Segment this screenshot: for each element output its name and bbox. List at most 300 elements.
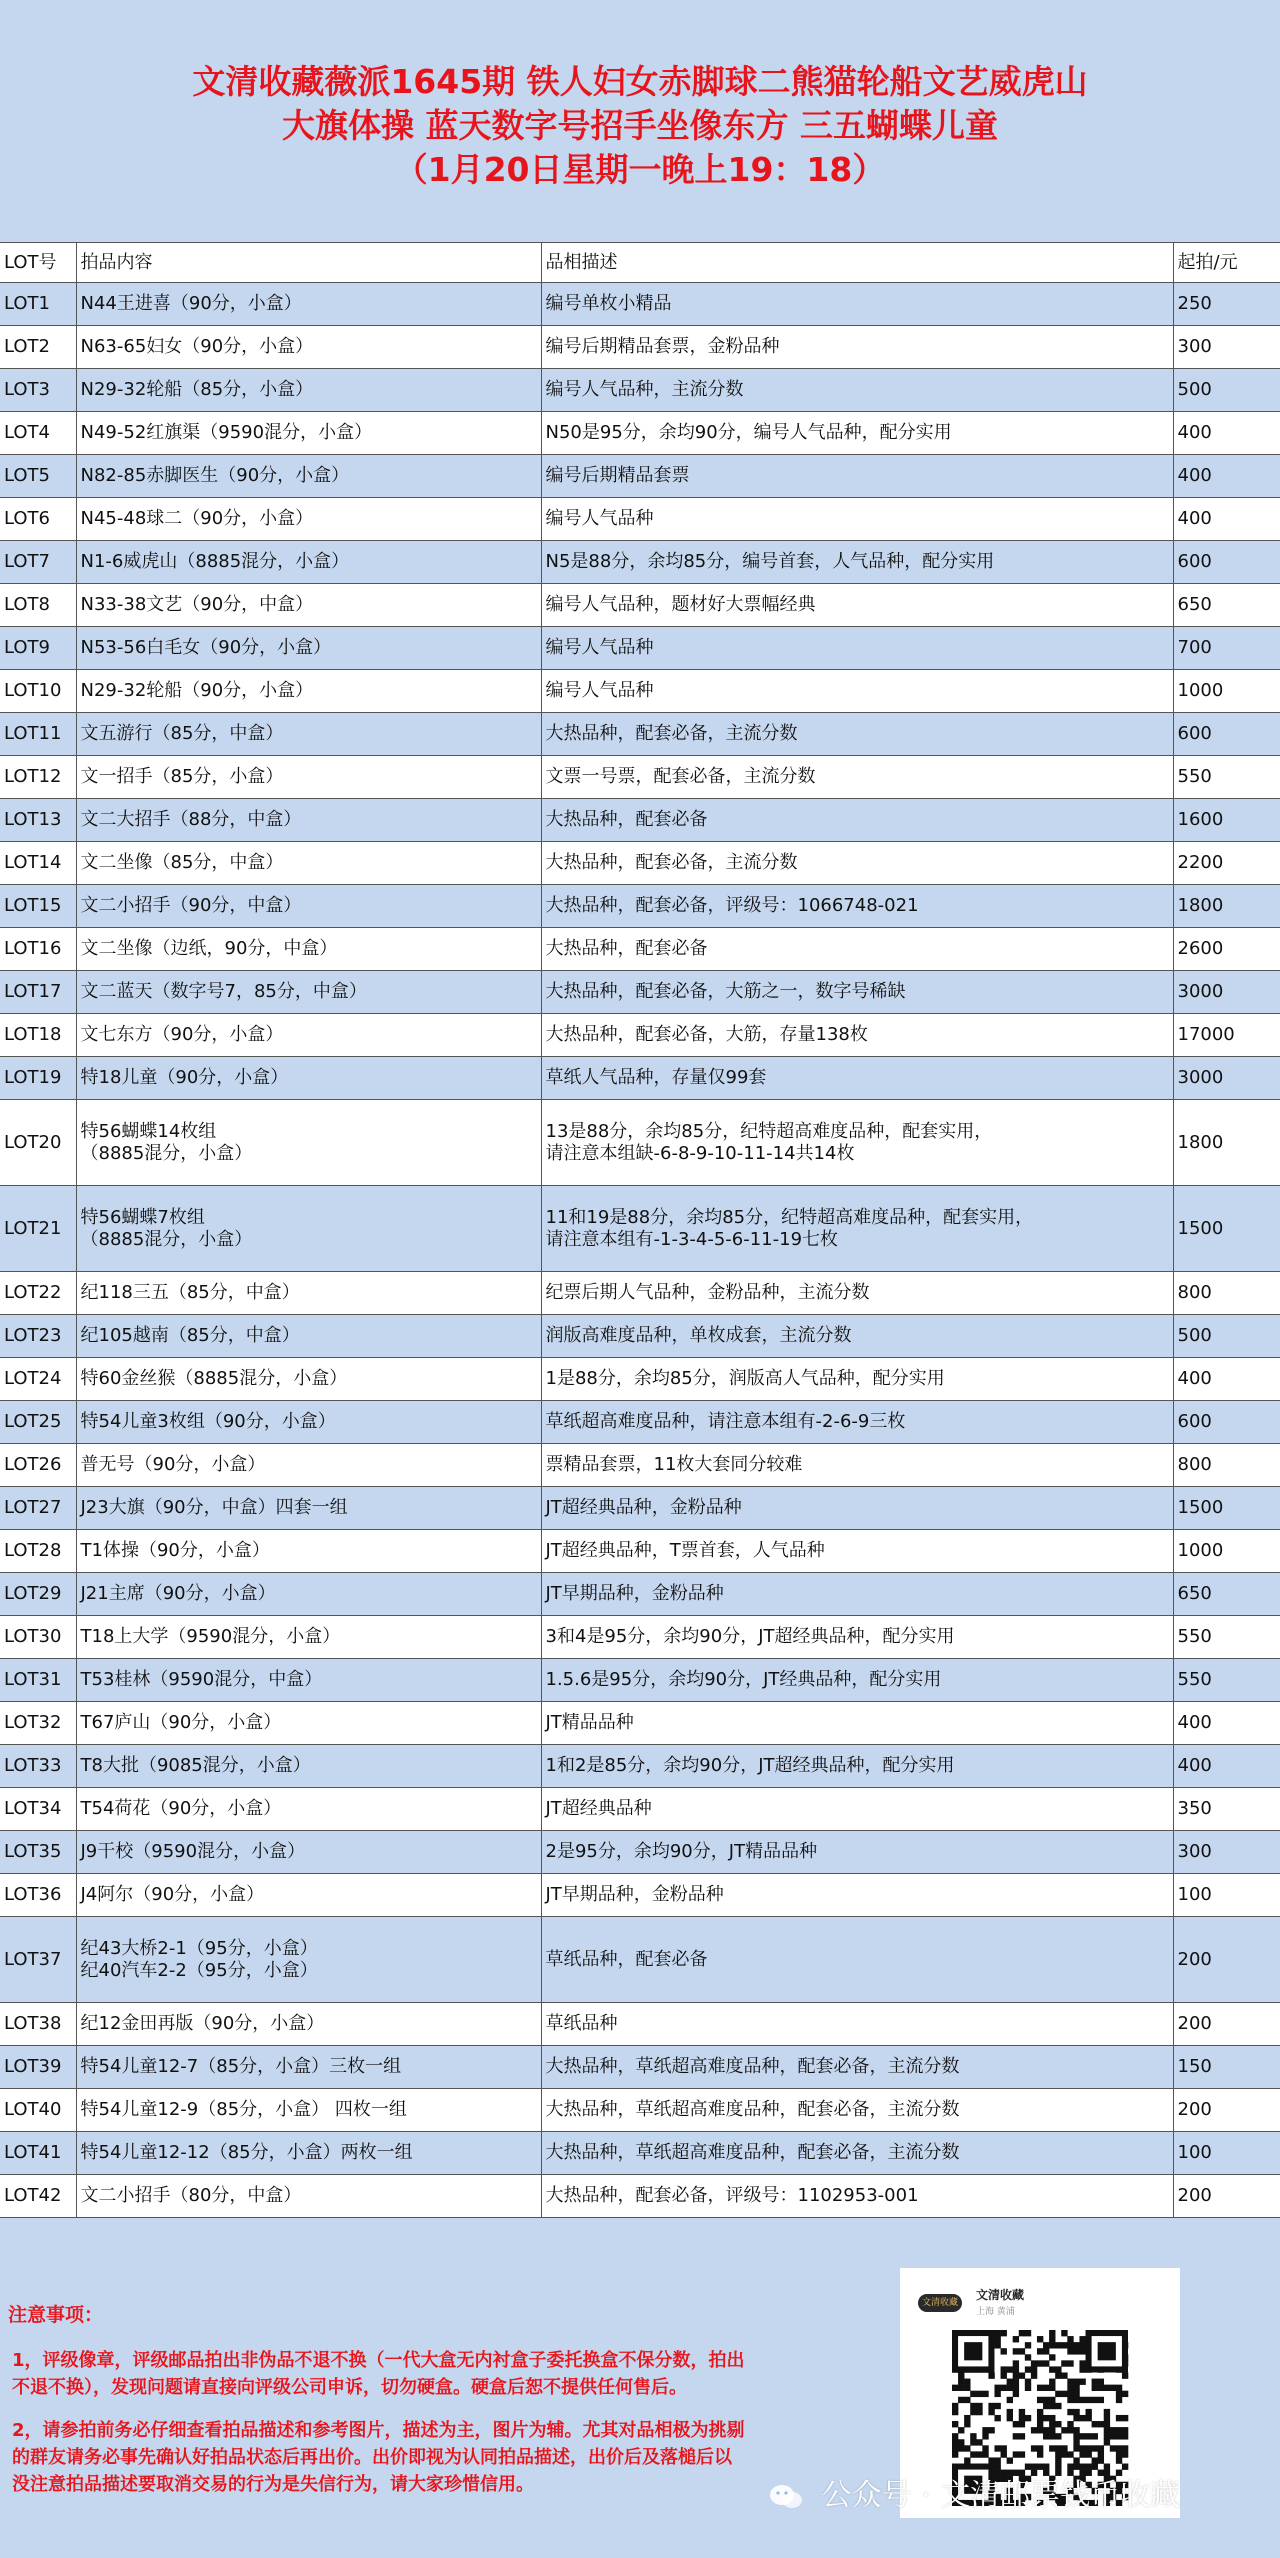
cell-item <box>76 283 541 326</box>
cell-item-line: 文二坐像（85分，中盒） <box>80 852 284 873</box>
cell-lot-line: LOT22 <box>4 1282 62 1303</box>
cell-price <box>1173 1530 1280 1573</box>
cell-price <box>1173 455 1280 498</box>
table-row <box>0 1487 1280 1530</box>
cell-lot-line: LOT36 <box>4 1884 62 1905</box>
note-1 <box>8 2347 848 2401</box>
table-row <box>0 541 1280 584</box>
cell-desc <box>541 1487 1173 1530</box>
cell-item-line: 纪40汽车2-2（95分，小盒） <box>80 1959 318 1981</box>
cell-item <box>76 1745 541 1788</box>
cell-item <box>76 2089 541 2132</box>
cell-lot <box>0 2175 76 2218</box>
cell-item-line: T53桂林（9590混分，中盒） <box>80 1669 323 1690</box>
cell-price <box>1173 670 1280 713</box>
cell-item <box>76 326 541 369</box>
cell-desc-line: 大热品种，草纸超高难度品种，配套必备，主流分数 <box>545 2142 960 2163</box>
cell-desc <box>541 1358 1173 1401</box>
cell-item <box>76 541 541 584</box>
cell-price-line: 1500 <box>1177 1497 1224 1518</box>
cell-price-line: 2200 <box>1177 852 1224 873</box>
cell-price-line: 200 <box>1177 2099 1212 2120</box>
table-row <box>0 498 1280 541</box>
cell-item <box>76 1315 541 1358</box>
cell-lot-line: LOT16 <box>4 938 62 959</box>
cell-price-line: 1800 <box>1177 895 1224 916</box>
watermark-text: 公众号 · 文清邮票钱币收藏 <box>821 2478 1181 2513</box>
cell-lot-line: LOT40 <box>4 2099 62 2120</box>
table-row <box>0 1659 1280 1702</box>
note-1-line-1: 1，评级像章，评级邮品拍出非伪品不退不换（一代大盒无内衬盒子委托换盒不保分数，拍出 <box>12 2350 745 2371</box>
cell-price <box>1173 1702 1280 1745</box>
cell-desc-line: 大热品种，配套必备 <box>545 938 708 959</box>
cell-price-line: 400 <box>1177 465 1212 486</box>
cell-item <box>76 369 541 412</box>
cell-price-line: 1600 <box>1177 809 1224 830</box>
wechat-icon <box>768 2483 804 2511</box>
cell-price <box>1173 2046 1280 2089</box>
cell-desc-line: 编号人气品种 <box>545 680 654 701</box>
cell-desc-line: 大热品种，配套必备，大筋，存量138枚 <box>545 1024 868 1045</box>
cell-item <box>76 1702 541 1745</box>
cell-item-line: 纪12金田再版（90分，小盒） <box>80 2013 325 2034</box>
cell-desc <box>541 670 1173 713</box>
table-row <box>0 1444 1280 1487</box>
cell-item <box>76 1917 541 2003</box>
cell-price <box>1173 1315 1280 1358</box>
cell-item-line: J4阿尔（90分，小盒） <box>80 1884 265 1905</box>
cell-lot <box>0 1530 76 1573</box>
cell-item <box>76 2046 541 2089</box>
cell-item-line: 特18儿童（90分，小盒） <box>80 1067 289 1088</box>
cell-price <box>1173 756 1280 799</box>
cell-lot <box>0 1100 76 1186</box>
table-row <box>0 1616 1280 1659</box>
cell-price-line: 17000 <box>1177 1024 1235 1045</box>
cell-item-line: 纪43大桥2-1（95分，小盒） <box>80 1937 318 1959</box>
cell-lot-line: LOT10 <box>4 680 62 701</box>
cell-item <box>76 2132 541 2175</box>
cell-price <box>1173 1100 1280 1186</box>
cell-price <box>1173 1831 1280 1874</box>
cell-lot-line: LOT5 <box>4 465 51 486</box>
cell-desc-line: JT超经典品种 <box>545 1798 652 1819</box>
cell-price-line: 300 <box>1177 1841 1212 1862</box>
col-header-desc: 品相描述 <box>541 243 1173 283</box>
cell-lot-line: LOT20 <box>4 1131 62 1153</box>
cell-price-line: 250 <box>1177 293 1212 314</box>
cell-item <box>76 1659 541 1702</box>
cell-item-line: N53-56白毛女（90分，小盒） <box>80 637 332 658</box>
cell-desc-line: 请注意本组有-1-3-4-5-6-11-19七枚 <box>545 1228 839 1250</box>
cell-price <box>1173 928 1280 971</box>
cell-desc <box>541 369 1173 412</box>
cell-price <box>1173 584 1280 627</box>
note-2-line-1: 2，请参拍前务必仔细查看拍品描述和参考图片，描述为主，图片为辅。尤其对品相极为挑剔 <box>12 2420 745 2441</box>
cell-desc <box>541 1917 1173 2003</box>
cell-price-line: 500 <box>1177 379 1212 400</box>
cell-price-line: 800 <box>1177 1454 1212 1475</box>
cell-item <box>76 1100 541 1186</box>
cell-price <box>1173 1659 1280 1702</box>
cell-desc <box>541 541 1173 584</box>
cell-item-line: N33-38文艺（90分，中盒） <box>80 594 314 615</box>
cell-desc-line: 1是88分，余均85分，润版高人气品种，配分实用 <box>545 1368 945 1389</box>
cell-price-line: 300 <box>1177 336 1212 357</box>
cell-lot-line: LOT31 <box>4 1669 62 1690</box>
cell-lot <box>0 584 76 627</box>
cell-price <box>1173 2175 1280 2218</box>
cell-item-line: 文五游行（85分，中盒） <box>80 723 284 744</box>
cell-lot-line: LOT2 <box>4 336 51 357</box>
cell-desc-line: 编号人气品种，主流分数 <box>545 379 744 400</box>
cell-price-line: 600 <box>1177 551 1212 572</box>
cell-item-line: 特60金丝猴（8885混分，小盒） <box>80 1368 348 1389</box>
cell-desc <box>541 1702 1173 1745</box>
cell-item <box>76 627 541 670</box>
cell-desc-line: 1.5.6是95分，余均90分，JT经典品种，配分实用 <box>545 1669 942 1690</box>
cell-lot-line: LOT26 <box>4 1454 62 1475</box>
cell-desc <box>541 498 1173 541</box>
cell-lot <box>0 799 76 842</box>
cell-desc-line: 大热品种，草纸超高难度品种，配套必备，主流分数 <box>545 2099 960 2120</box>
cell-price-line: 200 <box>1177 2185 1212 2206</box>
title-line-1: 文清收藏薇派1645期 铁人妇女赤脚球二熊猫轮船文艺威虎山 <box>192 62 1088 101</box>
cell-item <box>76 2175 541 2218</box>
cell-price-line: 500 <box>1177 1325 1212 1346</box>
cell-lot-line: LOT24 <box>4 1368 62 1389</box>
cell-price-line: 1000 <box>1177 680 1224 701</box>
cell-price-line: 400 <box>1177 1712 1212 1733</box>
cell-item <box>76 842 541 885</box>
cell-price <box>1173 2003 1280 2046</box>
table-row <box>0 928 1280 971</box>
cell-price <box>1173 498 1280 541</box>
cell-lot-line: LOT4 <box>4 422 51 443</box>
cell-item-line: （8885混分，小盒） <box>80 1142 253 1164</box>
cell-item <box>76 670 541 713</box>
cell-price <box>1173 885 1280 928</box>
cell-item-line: N1-6威虎山（8885混分，小盒） <box>80 551 350 572</box>
table-row <box>0 1530 1280 1573</box>
cell-desc-line: 编号人气品种 <box>545 508 654 529</box>
cell-price <box>1173 1788 1280 1831</box>
cell-desc-line: 请注意本组缺-6-8-9-10-11-14共14枚 <box>545 1142 855 1164</box>
cell-lot <box>0 326 76 369</box>
cell-item <box>76 1358 541 1401</box>
table-row <box>0 1014 1280 1057</box>
cell-desc-line: 13是88分，余均85分，纪特超高难度品种，配套实用， <box>545 1120 993 1142</box>
cell-lot-line: LOT14 <box>4 852 62 873</box>
cell-price-line: 600 <box>1177 723 1212 744</box>
table-row <box>0 1831 1280 1874</box>
cell-lot <box>0 1573 76 1616</box>
cell-lot-line: LOT38 <box>4 2013 62 2034</box>
table-row <box>0 283 1280 326</box>
cell-lot <box>0 842 76 885</box>
cell-desc-line: JT精品品种 <box>545 1712 634 1733</box>
cell-price <box>1173 1358 1280 1401</box>
cell-desc-line: JT早期品种，金粉品种 <box>545 1583 724 1604</box>
note-2-line-2: 的群友请务必事先确认好拍品状态后再出价。出价即视为认同拍品描述，出价后及落槌后以 <box>12 2447 732 2468</box>
table-row <box>0 455 1280 498</box>
watermark <box>768 2470 1180 2514</box>
title-line-2: 大旗体操 蓝天数字号招手坐像东方 三五蝴蝶儿童 <box>282 106 998 145</box>
cell-lot-line: LOT13 <box>4 809 62 830</box>
cell-price-line: 650 <box>1177 594 1212 615</box>
cell-lot-line: LOT34 <box>4 1798 62 1819</box>
cell-desc <box>541 2046 1173 2089</box>
qr-account-location: 上海 黄浦 <box>976 2307 1015 2317</box>
table-row <box>0 756 1280 799</box>
table-row <box>0 1358 1280 1401</box>
cell-item-line: （8885混分，小盒） <box>80 1228 253 1250</box>
cell-price <box>1173 1186 1280 1272</box>
cell-item <box>76 1186 541 1272</box>
page-header <box>0 0 1280 240</box>
cell-item-line: N45-48球二（90分，小盒） <box>80 508 314 529</box>
cell-desc <box>541 885 1173 928</box>
cell-desc-line: 草纸品种，配套必备 <box>545 1948 708 1970</box>
cell-price-line: 550 <box>1177 766 1212 787</box>
cell-price-line: 150 <box>1177 2056 1212 2077</box>
table-row <box>0 713 1280 756</box>
cell-item <box>76 713 541 756</box>
cell-price <box>1173 1487 1280 1530</box>
cell-lot <box>0 1874 76 1917</box>
cell-lot-line: LOT25 <box>4 1411 62 1432</box>
notes-section <box>8 2300 848 2514</box>
cell-desc-line: 11和19是88分，余均85分，纪特超高难度品种，配套实用， <box>545 1206 1034 1228</box>
cell-item-line: J23大旗（90分，中盒）四套一组 <box>80 1497 348 1518</box>
cell-desc <box>541 2175 1173 2218</box>
title-line-3: （1月20日星期一晚上19：18） <box>394 150 886 189</box>
cell-price <box>1173 627 1280 670</box>
cell-item <box>76 1487 541 1530</box>
cell-item-line: 文二蓝天（数字号7，85分，中盒） <box>80 981 367 1002</box>
cell-lot-line: LOT18 <box>4 1024 62 1045</box>
cell-desc <box>541 842 1173 885</box>
cell-item-line: 特56蝴蝶7枚组 <box>80 1206 205 1228</box>
cell-price-line: 2600 <box>1177 938 1224 959</box>
cell-desc <box>541 971 1173 1014</box>
cell-lot-line: LOT9 <box>4 637 51 658</box>
table-row <box>0 326 1280 369</box>
cell-lot <box>0 498 76 541</box>
cell-price-line: 400 <box>1177 1755 1212 1776</box>
cell-desc <box>541 1530 1173 1573</box>
cell-item <box>76 1444 541 1487</box>
cell-price <box>1173 1272 1280 1315</box>
cell-lot <box>0 2003 76 2046</box>
table-header-row <box>0 243 1280 283</box>
cell-item-line: 文七东方（90分，小盒） <box>80 1024 284 1045</box>
cell-desc <box>541 2089 1173 2132</box>
cell-item <box>76 1788 541 1831</box>
table-row <box>0 412 1280 455</box>
cell-item-line: N29-32轮船（85分，小盒） <box>80 379 314 400</box>
cell-desc <box>541 2003 1173 2046</box>
cell-item <box>76 885 541 928</box>
note-2-line-3: 没注意拍品描述要取消交易的行为是失信行为，请大家珍惜信用。 <box>12 2474 534 2495</box>
cell-price-line: 3000 <box>1177 1067 1224 1088</box>
cell-lot <box>0 1831 76 1874</box>
cell-item <box>76 412 541 455</box>
cell-item-line: 特54儿童12-9（85分，小盒） 四枚一组 <box>80 2099 407 2120</box>
cell-desc-line: 编号人气品种 <box>545 637 654 658</box>
table-row <box>0 1401 1280 1444</box>
cell-item <box>76 1874 541 1917</box>
cell-lot-line: LOT19 <box>4 1067 62 1088</box>
cell-price-line: 200 <box>1177 1948 1212 1970</box>
cell-item-line: 特54儿童12-7（85分，小盒）三枚一组 <box>80 2056 402 2077</box>
cell-lot-line: LOT17 <box>4 981 62 1002</box>
cell-item-line: N49-52红旗渠（9590混分，小盒） <box>80 422 373 443</box>
cell-lot-line: LOT11 <box>4 723 62 744</box>
cell-desc <box>541 1573 1173 1616</box>
qr-account-name: 文清收藏 <box>976 2288 1025 2302</box>
cell-desc <box>541 1057 1173 1100</box>
cell-lot-line: LOT15 <box>4 895 62 916</box>
cell-desc-line: JT早期品种，金粉品种 <box>545 1884 724 1905</box>
table-row <box>0 1100 1280 1186</box>
cell-item-line: 纪105越南（85分，中盒） <box>80 1325 300 1346</box>
cell-price <box>1173 799 1280 842</box>
cell-item <box>76 928 541 971</box>
cell-desc <box>541 2132 1173 2175</box>
cell-price <box>1173 1444 1280 1487</box>
cell-desc <box>541 283 1173 326</box>
table-row <box>0 971 1280 1014</box>
cell-desc-line: 1和2是85分，余均90分，JT超经典品种，配分实用 <box>545 1755 955 1776</box>
cell-desc-line: 2是95分，余均90分，JT精品品种 <box>545 1841 818 1862</box>
cell-item-line: N44王进喜（90分，小盒） <box>80 293 302 314</box>
note-2 <box>8 2417 848 2498</box>
cell-item-line: 文二小招手（80分，中盒） <box>80 2185 302 2206</box>
cell-price <box>1173 842 1280 885</box>
cell-lot-line: LOT29 <box>4 1583 62 1604</box>
cell-lot-line: LOT28 <box>4 1540 62 1561</box>
cell-lot <box>0 756 76 799</box>
cell-lot-line: LOT30 <box>4 1626 62 1647</box>
cell-lot-line: LOT3 <box>4 379 51 400</box>
note-1-line-2: 不退不换），发现问题请直接向评级公司申诉，切勿硬盒。硬盒后恕不提供任何售后。 <box>12 2377 687 2398</box>
cell-price <box>1173 1057 1280 1100</box>
cell-item <box>76 756 541 799</box>
cell-price-line: 800 <box>1177 1282 1212 1303</box>
cell-price <box>1173 326 1280 369</box>
cell-desc-line: 3和4是95分，余均90分，JT超经典品种，配分实用 <box>545 1626 955 1647</box>
cell-item <box>76 1401 541 1444</box>
table-row <box>0 1057 1280 1100</box>
cell-desc <box>541 584 1173 627</box>
cell-item-line: N29-32轮船（90分，小盒） <box>80 680 314 701</box>
cell-price <box>1173 1616 1280 1659</box>
cell-price-line: 3000 <box>1177 981 1224 1002</box>
cell-price <box>1173 1917 1280 2003</box>
cell-item <box>76 971 541 1014</box>
cell-item-line: J21主席（90分，小盒） <box>80 1583 276 1604</box>
cell-lot <box>0 2046 76 2089</box>
cell-desc <box>541 1659 1173 1702</box>
cell-desc <box>541 1014 1173 1057</box>
cell-item <box>76 455 541 498</box>
cell-item <box>76 498 541 541</box>
cell-item <box>76 1831 541 1874</box>
table-row <box>0 1788 1280 1831</box>
cell-lot <box>0 369 76 412</box>
table-row <box>0 369 1280 412</box>
cell-price-line: 1500 <box>1177 1217 1224 1239</box>
cell-lot-line: LOT27 <box>4 1497 62 1518</box>
cell-desc <box>541 627 1173 670</box>
cell-desc <box>541 928 1173 971</box>
cell-price-line: 400 <box>1177 1368 1212 1389</box>
cell-item-line: 文二小招手（90分，中盒） <box>80 895 302 916</box>
cell-price-line: 100 <box>1177 1884 1212 1905</box>
cell-item-line: J9干校（9590混分，小盒） <box>80 1841 306 1862</box>
cell-desc-line: 大热品种，配套必备，主流分数 <box>545 723 798 744</box>
table-row <box>0 2132 1280 2175</box>
table-row <box>0 2003 1280 2046</box>
cell-desc <box>541 713 1173 756</box>
table-row <box>0 627 1280 670</box>
cell-item <box>76 1272 541 1315</box>
cell-item-line: 特56蝴蝶14枚组 <box>80 1120 217 1142</box>
cell-lot-line: LOT23 <box>4 1325 62 1346</box>
cell-desc-line: 票精品套票，11枚大套同分较难 <box>545 1454 803 1475</box>
cell-lot <box>0 1444 76 1487</box>
cell-item-line: 文一招手（85分，小盒） <box>80 766 284 787</box>
col-header-price: 起拍/元 <box>1173 243 1280 283</box>
cell-desc <box>541 1831 1173 1874</box>
cell-item <box>76 1616 541 1659</box>
cell-desc <box>541 1788 1173 1831</box>
cell-desc <box>541 1272 1173 1315</box>
cell-lot <box>0 1272 76 1315</box>
cell-desc <box>541 1745 1173 1788</box>
cell-lot-line: LOT39 <box>4 2056 62 2077</box>
cell-item-line: 特54儿童3枚组（90分，小盒） <box>80 1411 336 1432</box>
table-row <box>0 1917 1280 2003</box>
cell-desc <box>541 1401 1173 1444</box>
cell-lot <box>0 1745 76 1788</box>
cell-lot <box>0 627 76 670</box>
cell-lot <box>0 928 76 971</box>
cell-lot-line: LOT42 <box>4 2185 62 2206</box>
cell-lot-line: LOT21 <box>4 1217 62 1239</box>
cell-desc <box>541 1186 1173 1272</box>
cell-lot-line: LOT12 <box>4 766 62 787</box>
col-header-item: 拍品内容 <box>76 243 541 283</box>
cell-price <box>1173 283 1280 326</box>
cell-lot-line: LOT1 <box>4 293 51 314</box>
cell-desc <box>541 1315 1173 1358</box>
cell-lot <box>0 971 76 1014</box>
cell-desc-line: 草纸人气品种，存量仅99套 <box>545 1067 767 1088</box>
cell-lot <box>0 2132 76 2175</box>
cell-desc-line: JT超经典品种，T票首套，人气品种 <box>545 1540 825 1561</box>
cell-price-line: 1800 <box>1177 1131 1224 1153</box>
cell-lot <box>0 1014 76 1057</box>
cell-item-line: T8大批（9085混分，小盒） <box>80 1755 311 1776</box>
cell-item <box>76 2003 541 2046</box>
cell-lot <box>0 1788 76 1831</box>
cell-desc <box>541 1874 1173 1917</box>
cell-price <box>1173 1573 1280 1616</box>
cell-lot <box>0 2089 76 2132</box>
cell-price-line: 550 <box>1177 1669 1212 1690</box>
